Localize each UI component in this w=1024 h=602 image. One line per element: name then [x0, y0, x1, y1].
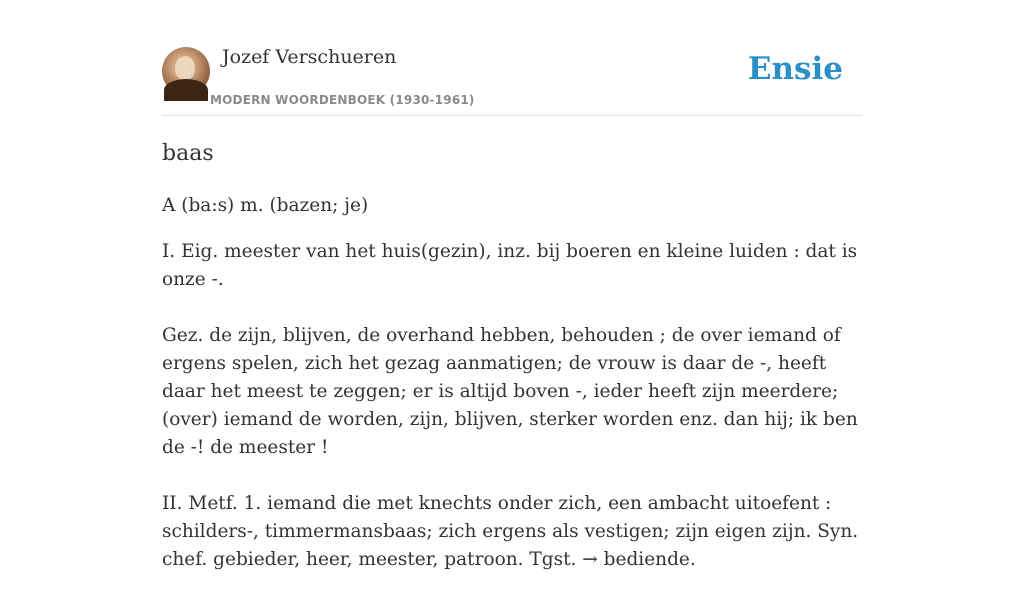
- entry-pronunciation: A (ba:s) m. (bazen; je): [162, 195, 369, 216]
- entry-paragraph: II. Metf. 1. iemand die met knechts onder zich, een ambacht uitoefent : schilders-, timmermansbaas; zich ergens als vestigen; zijn eigen zijn. Syn. chef. gebieder, heer, meester, patroon. Tgst. → bediende.: [162, 493, 859, 570]
- entry-paragraph: I. Eig. meester van het huis(gezin), inz. bij boeren en kleine luiden : dat is onze -.: [162, 241, 858, 290]
- avatar-face: [175, 56, 195, 80]
- source-label[interactable]: MODERN WOORDENBOEK (1930-1961): [210, 93, 475, 107]
- entry-title: baas: [162, 141, 214, 166]
- entry-content: [162, 192, 862, 602]
- author-avatar[interactable]: [162, 47, 210, 95]
- avatar-coat: [164, 79, 208, 101]
- entry-paragraph: Gez. de zijn, blijven, de overhand hebben, behouden ; de over iemand of ergens spelen, zich het gezag aanmatigen; de vrouw is daar de -, heeft daar het meest te zeggen; er is altijd boven -, ieder heeft zijn meerdere; (over) iemand de worden, zijn, blijven, sterker worden enz. dan hij; ik ben de -! de meester !: [162, 325, 858, 458]
- page: [162, 0, 862, 570]
- ensie-logo[interactable]: Ensie: [747, 51, 843, 87]
- header: [162, 0, 862, 116]
- author-name[interactable]: Jozef Verschueren: [222, 46, 397, 68]
